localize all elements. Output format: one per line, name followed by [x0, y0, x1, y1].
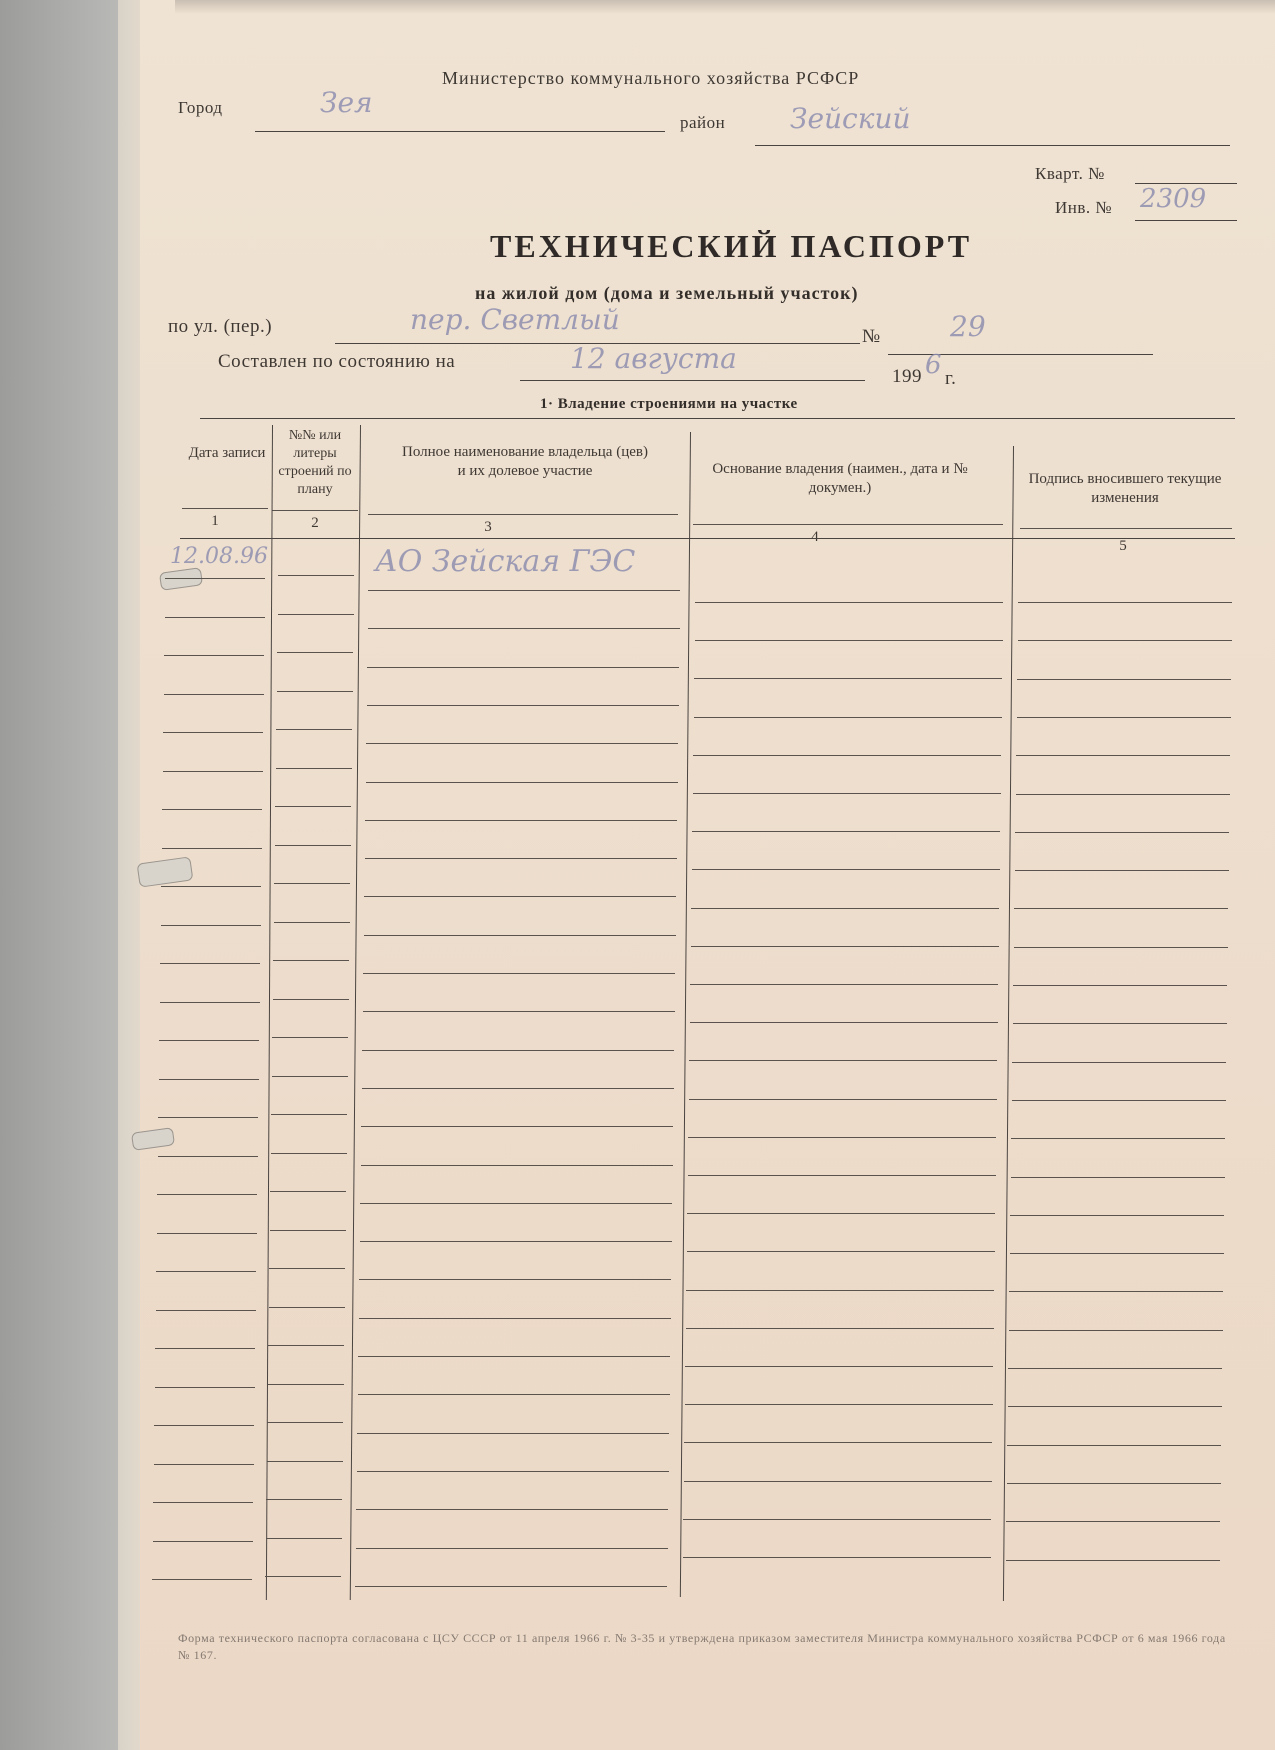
table-row-line — [1012, 1062, 1226, 1063]
table-row-line — [1018, 602, 1232, 603]
page-title: ТЕХНИЧЕСКИЙ ПАСПОРТ — [490, 228, 973, 264]
city-handwritten-value: Зея — [320, 86, 373, 119]
row-1-owner-handwritten: АО Зейская ГЭС — [375, 544, 636, 579]
table-row-line — [165, 617, 265, 618]
header-underline — [1020, 528, 1232, 529]
table-row-line — [276, 729, 352, 730]
table-row-line — [267, 1461, 343, 1462]
table-row-line — [367, 667, 679, 668]
column-number-2: 2 — [311, 515, 319, 531]
table-row-line — [271, 1114, 347, 1115]
district-handwritten-value: Зейский — [790, 102, 911, 135]
table-row-line — [270, 1230, 346, 1231]
table-row-line — [691, 908, 999, 909]
table-row-line — [361, 1165, 673, 1166]
page-subtitle: на жилой дом (дома и земельный участок) — [475, 283, 859, 303]
table-row-line — [356, 1509, 668, 1510]
table-row-line — [685, 1366, 993, 1367]
table-row-line — [684, 1442, 992, 1443]
table-row-line — [1013, 1023, 1227, 1024]
table-row-line — [272, 1076, 348, 1077]
table-row-line — [154, 1464, 254, 1465]
table-row-line — [689, 1099, 997, 1100]
table-row-line — [362, 1050, 674, 1051]
table-row-line — [694, 678, 1002, 679]
table-row-line — [159, 1040, 259, 1041]
header-underline — [693, 524, 1003, 525]
table-row-line — [1011, 1177, 1225, 1178]
table-row-line — [1017, 679, 1231, 680]
table-row-line — [359, 1318, 671, 1319]
table-row-line — [685, 1404, 993, 1405]
table-row-line — [684, 1481, 992, 1482]
table-row-line — [363, 1011, 675, 1012]
table-row-line — [153, 1541, 253, 1542]
table-row-line — [365, 858, 677, 859]
header-bottom-line — [180, 538, 1235, 539]
table-row-line — [358, 1394, 670, 1395]
table-row-line — [686, 1328, 994, 1329]
table-row-line — [271, 1153, 347, 1154]
column-number-5: 5 — [1119, 538, 1127, 554]
ministry-header: Министерство коммунального хозяйства РСФСР — [442, 68, 860, 88]
table-row-line — [277, 691, 353, 692]
table-row-line — [687, 1251, 995, 1252]
column-number-4: 4 — [811, 529, 819, 545]
table-row-line — [278, 614, 354, 615]
table-row-line — [358, 1356, 670, 1357]
column-header-date: Дата записи — [188, 445, 266, 461]
table-row-line — [1009, 1291, 1223, 1292]
header-underline — [368, 514, 678, 515]
table-row-line — [367, 705, 679, 706]
table-row-line — [686, 1290, 994, 1291]
page-top-edge — [175, 0, 1275, 14]
state-label: Составлен по состоянию на — [218, 351, 456, 372]
table-row-line — [695, 602, 1003, 603]
table-row-line — [1010, 1215, 1224, 1216]
table-row-line — [689, 1060, 997, 1061]
table-row-line — [160, 1002, 260, 1003]
column-header-basis: Основание владения (наимен., дата и № докумен.) — [712, 461, 968, 496]
table-row-line — [164, 655, 264, 656]
header-underline — [182, 508, 268, 509]
table-row-line — [688, 1175, 996, 1176]
table-row-line — [161, 925, 261, 926]
section-title: 1· Владение строениями на участке — [540, 396, 798, 412]
inv-label: Инв. № — [1055, 198, 1113, 217]
column-header-signature: Подпись вносившего текущие изменения — [1028, 471, 1222, 506]
table-row-line — [273, 999, 349, 1000]
state-handwritten-date: 12 августа — [570, 342, 737, 375]
table-row-line — [158, 1117, 258, 1118]
table-row-line — [163, 771, 263, 772]
table-top-line — [200, 418, 1235, 419]
table-row-line — [1008, 1406, 1222, 1407]
table-row-line — [693, 755, 1001, 756]
table-row-line — [275, 806, 351, 807]
table-row-line — [1006, 1521, 1220, 1522]
table-row-line — [164, 694, 264, 695]
table-row-line — [268, 1384, 344, 1385]
table-row-line — [368, 628, 680, 629]
table-row-line — [274, 922, 350, 923]
table-row-line — [266, 1499, 342, 1500]
year-handwritten-suffix: 6 — [925, 350, 942, 380]
table-row-line — [163, 732, 263, 733]
table-row-line — [268, 1345, 344, 1346]
table-row-line — [162, 848, 262, 849]
table-row-line — [1010, 1253, 1224, 1254]
table-row-line — [1012, 1100, 1226, 1101]
table-row-line — [359, 1279, 671, 1280]
table-row-line — [360, 1203, 672, 1204]
table-row-line — [270, 1191, 346, 1192]
table-row-line — [162, 809, 262, 810]
table-row-line — [275, 845, 351, 846]
table-row-line — [277, 652, 353, 653]
table-row-line — [687, 1213, 995, 1214]
table-row-line — [691, 946, 999, 947]
district-field-line — [755, 145, 1230, 146]
table-row-line — [161, 886, 261, 887]
table-row-line — [158, 1156, 258, 1157]
table-row-line — [273, 960, 349, 961]
table-row-line — [1007, 1445, 1221, 1446]
table-row-line — [160, 963, 260, 964]
table-row-line — [688, 1137, 996, 1138]
table-row-line — [692, 831, 1000, 832]
table-row-line — [272, 1037, 348, 1038]
table-row-line — [267, 1422, 343, 1423]
table-row-line — [365, 820, 677, 821]
table-row-line — [356, 1548, 668, 1549]
table-row-line — [1018, 640, 1232, 641]
city-label: Город — [178, 98, 223, 117]
table-row-line — [683, 1557, 991, 1558]
table-row-line — [155, 1387, 255, 1388]
table-row-line — [155, 1348, 255, 1349]
table-row-line — [1017, 717, 1231, 718]
state-date-line — [520, 380, 865, 381]
street-handwritten-value: пер. Светлый — [410, 303, 620, 336]
table-row-line — [360, 1241, 672, 1242]
table-row-line — [274, 883, 350, 884]
footer-note: Форма технического паспорта согласована с ЦСУ СССР от 11 апреля 1966 г. № 3-35 и утверждена приказом заместителя Министра коммунального хозяйства РСФСР от 6 мая 1966 года № 167. — [178, 1631, 1226, 1662]
table-row-line — [156, 1271, 256, 1272]
table-row-line — [276, 768, 352, 769]
inv-handwritten-value: 2309 — [1140, 184, 1207, 214]
table-row-line — [1014, 947, 1228, 948]
table-row-line — [278, 575, 354, 576]
table-row-line — [1016, 794, 1230, 795]
table-row-line — [693, 793, 1001, 794]
table-row-line — [152, 1579, 252, 1580]
kvart-label: Кварт. № — [1035, 164, 1105, 183]
table-row-line — [265, 1576, 341, 1577]
street-label: по ул. (пер.) — [168, 316, 273, 337]
table-row-line — [1008, 1368, 1222, 1369]
table-row-line — [157, 1233, 257, 1234]
table-row-line — [153, 1502, 253, 1503]
city-field-line — [255, 131, 665, 132]
table-row-line — [694, 717, 1002, 718]
header-underline — [272, 510, 358, 511]
year-prefix: 199 — [892, 366, 922, 387]
table-row-line — [1015, 832, 1229, 833]
number-handwritten-value: 29 — [950, 310, 986, 343]
table-row-line — [366, 782, 678, 783]
year-unit: г. — [945, 368, 957, 389]
table-row-line — [355, 1586, 667, 1587]
number-label: № — [862, 326, 881, 347]
table-row-line — [1016, 755, 1230, 756]
table-row-line — [154, 1425, 254, 1426]
table-row-line — [157, 1194, 257, 1195]
table-row-line — [361, 1126, 673, 1127]
table-row-line — [1011, 1138, 1225, 1139]
table-row-line — [690, 984, 998, 985]
table-row-line — [1009, 1330, 1223, 1331]
table-row-line — [159, 1079, 259, 1080]
table-row-line — [364, 935, 676, 936]
table-row-line — [695, 640, 1003, 641]
table-row-line — [165, 578, 265, 579]
table-row-line — [357, 1471, 669, 1472]
table-row-line — [364, 896, 676, 897]
column-header-owner: Полное наименование владельца (цев) и их долевое участие — [402, 444, 648, 479]
table-row-line — [269, 1268, 345, 1269]
table-row-line — [1014, 908, 1228, 909]
table-row-line — [690, 1022, 998, 1023]
table-row-line — [357, 1433, 669, 1434]
table-row-line — [269, 1307, 345, 1308]
district-label: район — [680, 113, 726, 132]
column-number-3: 3 — [484, 519, 492, 535]
table-row-line — [266, 1538, 342, 1539]
table-row-line — [363, 973, 675, 974]
table-row-line — [368, 590, 680, 591]
row-1-date-handwritten: 12.08.96 — [170, 544, 268, 569]
table-row-line — [683, 1519, 991, 1520]
table-row-line — [1013, 985, 1227, 986]
table-row-line — [1015, 870, 1229, 871]
table-row-line — [1006, 1560, 1220, 1561]
table-row-line — [692, 869, 1000, 870]
table-row-line — [1007, 1483, 1221, 1484]
inv-field-line — [1135, 220, 1237, 221]
table-row-line — [362, 1088, 674, 1089]
table-row-line — [156, 1310, 256, 1311]
column-header-liters: №№ или литеры строений по плану — [278, 428, 352, 497]
column-number-1: 1 — [211, 513, 219, 529]
table-row-line — [366, 743, 678, 744]
